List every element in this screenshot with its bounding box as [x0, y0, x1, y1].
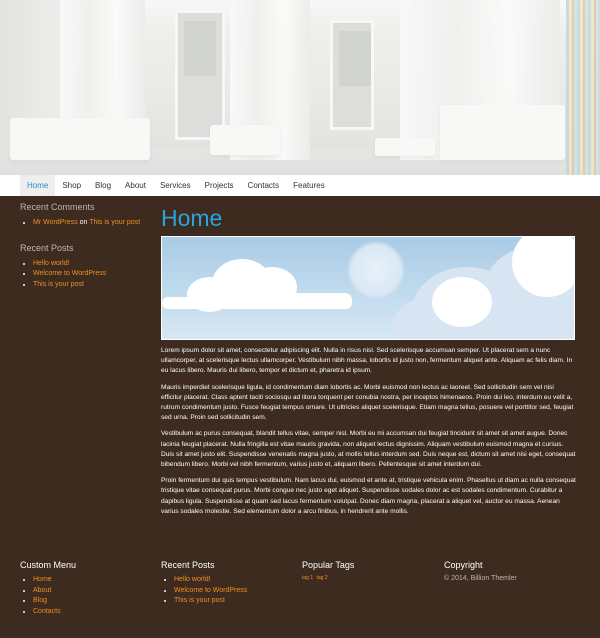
footer-post-link[interactable]: This is your post — [174, 597, 225, 605]
list-item — [174, 596, 301, 607]
nav-item-contacts[interactable]: Contacts — [247, 181, 280, 190]
nav-item-projects[interactable]: Projects — [204, 181, 234, 190]
comment-post-link[interactable]: This is your post — [89, 219, 141, 226]
recent-post-link[interactable]: This is your post — [33, 280, 84, 288]
main-content — [161, 203, 576, 523]
content-paragraph: Proin fermentum dui quis tempus vestibulum. Nam lacus dui, euismod et ante at, tristique vehicula enim. Phasellus ut diam ac nulla consequat tristique vitae consequat purus. Morbi congue nec justo eget aliquet. Suspendisse sodales dolor ac est sodales condimentum. Curabitur a dapibus ligula. Suspendisse at quam sed lacus fermentum volutpat. Donec diam magna, placerat a aliquet vel, auctor eu massa. Aenean varius sodales molestie. Sed elementum dolor a arcu finibus, in hendrerit ante mollis. — [161, 477, 576, 515]
tag-link[interactable]: tag 1 — [302, 575, 314, 581]
nav-item-about[interactable]: About — [125, 181, 146, 190]
footer-menu-link-about[interactable]: About — [33, 586, 52, 594]
copyright-text: © 2014, Billion Themler — [444, 575, 517, 582]
nav-item-blog[interactable]: Blog — [95, 181, 112, 190]
content-paragraph: Mauris imperdiet scelerisque ligula, id condimentum diam lobortis ac. Morbi euismod non lectus ac laoreet. Sed sollicitudin sem vel nisi efficitur placerat. Class aptent taciti sociosqu ad litora torquent per conubia nostra, per inceptos himenaeos. Proin dui leo, interdum eu velit a, rutrum condimentum justo. Fusce feugiat tempus ornare. Ut ultricies aliquet scelerisque. Etiam magna tellus, posuere vel porttitor sed, feugiat sed urna. Proin sed sollicitudin sem. — [161, 383, 574, 422]
list-item — [174, 575, 301, 586]
list-item — [33, 259, 150, 270]
recent-posts-list — [20, 259, 150, 291]
content-paragraph: Lorem ipsum dolor sit amet, consectetur adipiscing elit. Nulla in risus nisl. Sed scelerisque accumsan semper. Ut placerat sem a nunc ullamcorper, at scelerisque lectus ullamcorper. Vestibulum nibh massa, lobortis id justo non, fermentum aliquet ante. Aliquam ac felis diam. In eu lacus libero. Mauris dui libero, tempor et dictum et, pharetra id ipsum. — [161, 347, 573, 375]
header-hero-image — [0, 0, 600, 175]
list-item — [33, 607, 160, 618]
recent-post-link[interactable]: Welcome to WordPress — [33, 270, 107, 277]
footer-menu-link-blog[interactable]: Blog — [33, 597, 48, 605]
comment-author-link[interactable]: Mr WordPress — [33, 219, 78, 226]
footer-menu-link-contacts[interactable]: Contacts — [33, 607, 61, 615]
tag-link[interactable]: tag 2 — [316, 575, 328, 581]
nav-item-shop[interactable]: Shop — [62, 181, 82, 190]
footer-post-link[interactable]: Hello world! — [174, 576, 211, 583]
footer-popular-tags — [302, 560, 442, 581]
nav-item-services[interactable]: Services — [159, 181, 191, 190]
content-paragraph: Vestibulum ac purus consequat, blandit tellus vitae, semper nisl. Morbi eu mi accumsan dui feugiat tincidunt sit amet sit amet augue. Donec lacinia feugiat placerat. Nulla fringilla est vitae mauris gravida, non aliquet lectus dignissim. Aliquam vestibulum euismod magna et cursus. Duis sit amet justo elit. Suspendisse venenatis magna justo, at mollis tellus interdum sed. Duis neque est, dictum sit amet nisi eget, consequat bibendum libero. Morbi vel nibh fermentum, varius justo et, aliquam libero. Pellentesque sit amet interdum dui. — [161, 430, 576, 469]
list-item — [33, 586, 160, 597]
footer-heading: Copyright — [444, 560, 483, 570]
list-item — [33, 575, 160, 586]
sidebar — [20, 202, 150, 304]
nav-item-features[interactable]: Features — [293, 181, 325, 190]
footer-post-link[interactable]: Welcome to WordPress — [174, 586, 248, 594]
list-item — [33, 269, 150, 280]
recent-posts-heading: Recent Posts — [20, 242, 74, 253]
footer-heading: Popular Tags — [302, 560, 355, 570]
footer-copyright — [444, 560, 584, 582]
recent-comments-heading: Recent Comments — [20, 202, 95, 212]
sky-clouds-banner-image — [161, 236, 575, 340]
page-title: Home — [161, 205, 223, 231]
recent-comments-list — [20, 218, 150, 229]
recent-post-link[interactable]: Hello world! — [33, 259, 70, 267]
list-item — [33, 218, 150, 229]
comment-on-text: on — [79, 219, 88, 226]
list-item — [33, 596, 160, 607]
main-nav — [0, 175, 600, 196]
footer-menu-link-home[interactable]: Home — [33, 576, 52, 583]
nav-item-home[interactable]: Home — [20, 175, 55, 196]
list-item — [33, 280, 150, 291]
footer-custom-menu — [20, 560, 160, 617]
list-item — [174, 586, 301, 597]
footer-heading: Recent Posts — [161, 560, 215, 570]
footer-heading: Custom Menu — [20, 560, 77, 570]
footer-recent-posts — [161, 560, 301, 607]
